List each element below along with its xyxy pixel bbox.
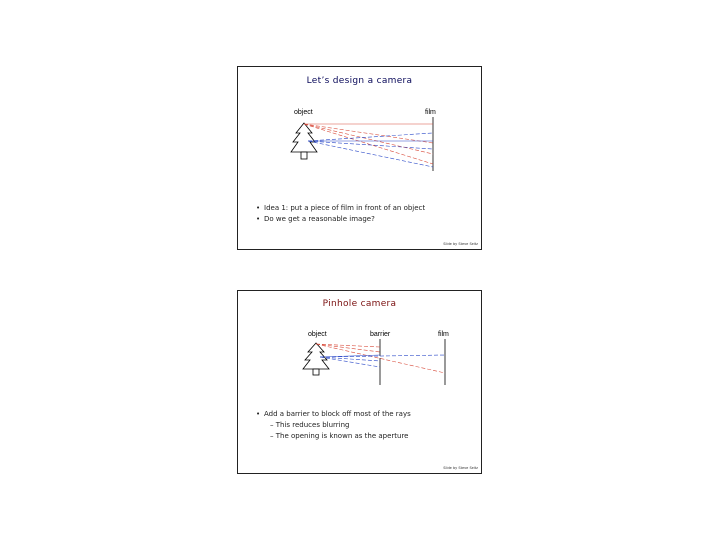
tree-icon bbox=[303, 343, 329, 375]
bullet-list bbox=[256, 203, 425, 225]
sub-list-item: – The opening is known as the aperture bbox=[270, 432, 409, 440]
film-diagram bbox=[288, 105, 448, 177]
slide-credit: Slide by Steve Seitz bbox=[443, 466, 478, 470]
bullet-list bbox=[256, 409, 411, 442]
blue-rays bbox=[308, 133, 433, 167]
object-label: object bbox=[294, 109, 313, 116]
film-label: film bbox=[438, 331, 449, 338]
slide-credit: Slide by Steve Seitz bbox=[443, 242, 478, 246]
blue-rays bbox=[320, 355, 445, 367]
film-label: film bbox=[425, 109, 436, 116]
list-item: • Idea 1: put a piece of film in front of an object bbox=[256, 204, 426, 212]
red-rays bbox=[316, 344, 445, 373]
slide-design-camera bbox=[237, 66, 482, 250]
list-item: • Do we get a reasonable image? bbox=[256, 215, 375, 223]
slide-pinhole-camera bbox=[237, 290, 482, 474]
list-item: • Add a barrier to block off most of the rays bbox=[256, 410, 411, 418]
sub-list-item: – This reduces blurring bbox=[270, 421, 350, 429]
slide-title: Pinhole camera bbox=[322, 299, 397, 309]
pinhole-diagram bbox=[300, 327, 460, 391]
slide-title: Let’s design a camera bbox=[306, 76, 413, 86]
object-label: object bbox=[308, 331, 327, 338]
barrier-label: barrier bbox=[370, 331, 391, 338]
